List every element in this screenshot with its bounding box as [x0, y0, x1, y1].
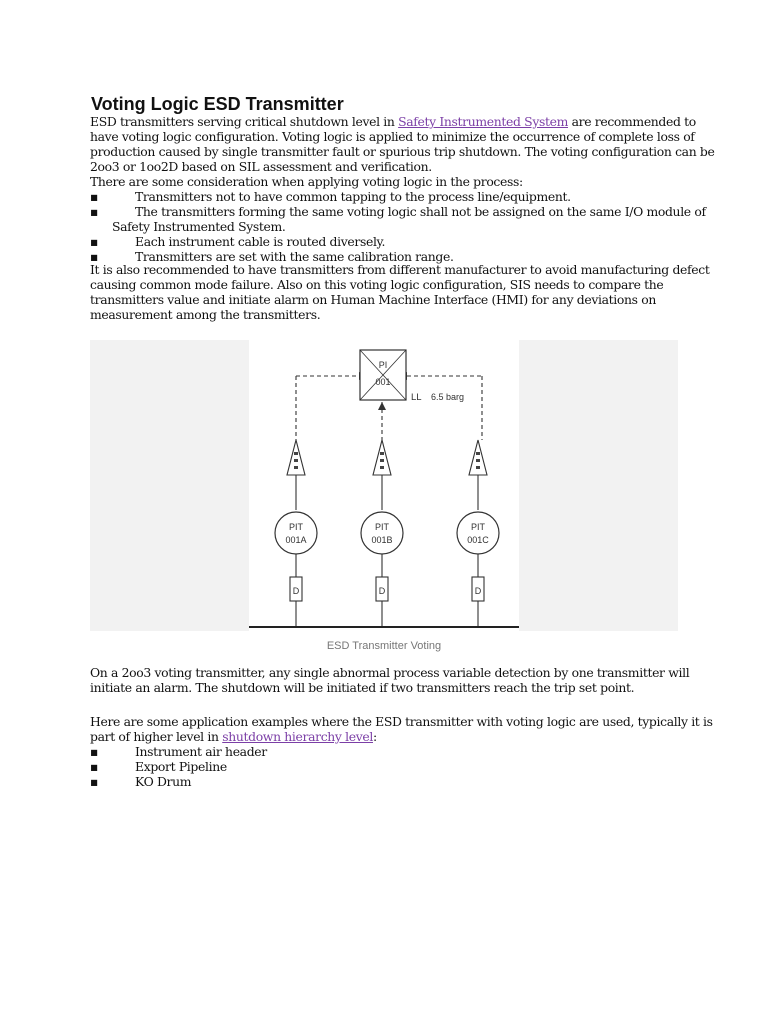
list-item-text: Transmitters are set with the same calibration range. [135, 249, 454, 264]
intro-line-3: production caused by single transmitter fault or spurious trip shutdown. The voting configuration can be [90, 144, 715, 159]
bullet-icon: ▪ [90, 234, 99, 249]
list-item-continuation [90, 219, 690, 234]
list-item [90, 204, 706, 219]
bullet-icon: ▪ [90, 759, 99, 774]
transmitter-tag: PIT [374, 522, 390, 532]
paragraph-line [90, 729, 690, 744]
list-item [90, 189, 690, 204]
paragraph-line: Here are some application examples where the ESD transmitter with voting logic are used, typically it is [90, 714, 713, 729]
indicator-number: 001 [375, 377, 391, 387]
intro-line-2: have voting logic configuration. Voting logic is applied to minimize the occurrence of complete loss of [90, 129, 695, 144]
page-title: Voting Logic ESD Transmitter [91, 94, 344, 114]
paragraph-text: : [373, 729, 377, 744]
transmitter-number: 001A [285, 535, 307, 545]
intro-text: are recommended to [568, 114, 696, 129]
transmitter-a [275, 440, 317, 627]
bullet-icon: ▪ [90, 744, 99, 759]
transmitter-tag: PIT [470, 522, 486, 532]
list-item-text: Safety Instrumented System. [112, 219, 286, 234]
list-item [90, 774, 690, 789]
list-item [90, 744, 690, 759]
list-item [90, 234, 690, 249]
svg-text:D: D [474, 586, 482, 596]
transmitter-number: 001B [371, 535, 393, 545]
intro-paragraph [90, 114, 715, 189]
list-item-text: Transmitters not to have common tapping to the process line/equipment. [135, 189, 571, 204]
pressure-indicator [360, 350, 406, 400]
alarm-label: LL [411, 392, 422, 403]
list-item-text: Export Pipeline [135, 759, 227, 774]
list-item-text: Instrument air header [135, 744, 267, 759]
considerations-list [90, 189, 706, 264]
intro-text: ESD transmitters serving critical shutdown level in [90, 114, 399, 129]
voting-paragraph [90, 665, 690, 695]
list-item-text: KO Drum [135, 774, 192, 789]
svg-text:D: D [378, 586, 386, 596]
examples-list [90, 744, 690, 789]
transmitter-number: 001C [467, 535, 489, 545]
list-item [90, 759, 690, 774]
paragraph-line: initiate an alarm. The shutdown will be initiated if two transmitters reach the trip set point. [90, 680, 635, 695]
examples-paragraph [90, 714, 713, 744]
list-item-text: Each instrument cable is routed diversely. [135, 234, 386, 249]
intro-line-1 [90, 114, 696, 129]
indicator-tag: PI [378, 360, 388, 370]
setpoint-label: 6.5 barg [431, 392, 465, 402]
safety-instrumented-system-link[interactable]: Safety Instrumented System [398, 114, 568, 129]
paragraph-line: On a 2oo3 voting transmitter, any single abnormal process variable detection by one transmitter will [90, 665, 690, 680]
voting-diagram-svg [249, 340, 519, 631]
transmitter-c [457, 440, 499, 627]
paragraph-text: part of higher level in [90, 729, 223, 744]
transmitter-b [361, 440, 403, 627]
intro-line-5: There are some consideration when applying voting logic in the process: [90, 174, 523, 189]
bullet-icon: ▪ [90, 204, 99, 219]
bullet-icon: ▪ [90, 249, 99, 264]
paragraph-line: transmitters value and initiate alarm on Human Machine Interface (HMI) for any deviations on [90, 292, 656, 307]
intro-line-4: 2oo3 or 1oo2D based on SIL assessment and verification. [90, 159, 432, 174]
list-item-text: The transmitters forming the same voting logic shall not be assigned on the same I/O module of [135, 204, 706, 219]
paragraph-line: It is also recommended to have transmitters from different manufacturer to avoid manufacturing defect [90, 262, 710, 277]
paragraph-line: causing common mode failure. Also on this voting logic configuration, SIS needs to compare the [90, 277, 664, 292]
bullet-icon: ▪ [90, 189, 99, 204]
recommendation-paragraph [90, 262, 710, 322]
paragraph-line: measurement among the transmitters. [90, 307, 321, 322]
bullet-icon: ▪ [90, 774, 99, 789]
svg-text:D: D [292, 586, 300, 596]
transmitter-tag: PIT [288, 522, 304, 532]
shutdown-hierarchy-level-link[interactable]: shutdown hierarchy level [222, 729, 373, 744]
figure-caption: ESD Transmitter Voting [326, 640, 442, 652]
voting-diagram [249, 340, 519, 631]
